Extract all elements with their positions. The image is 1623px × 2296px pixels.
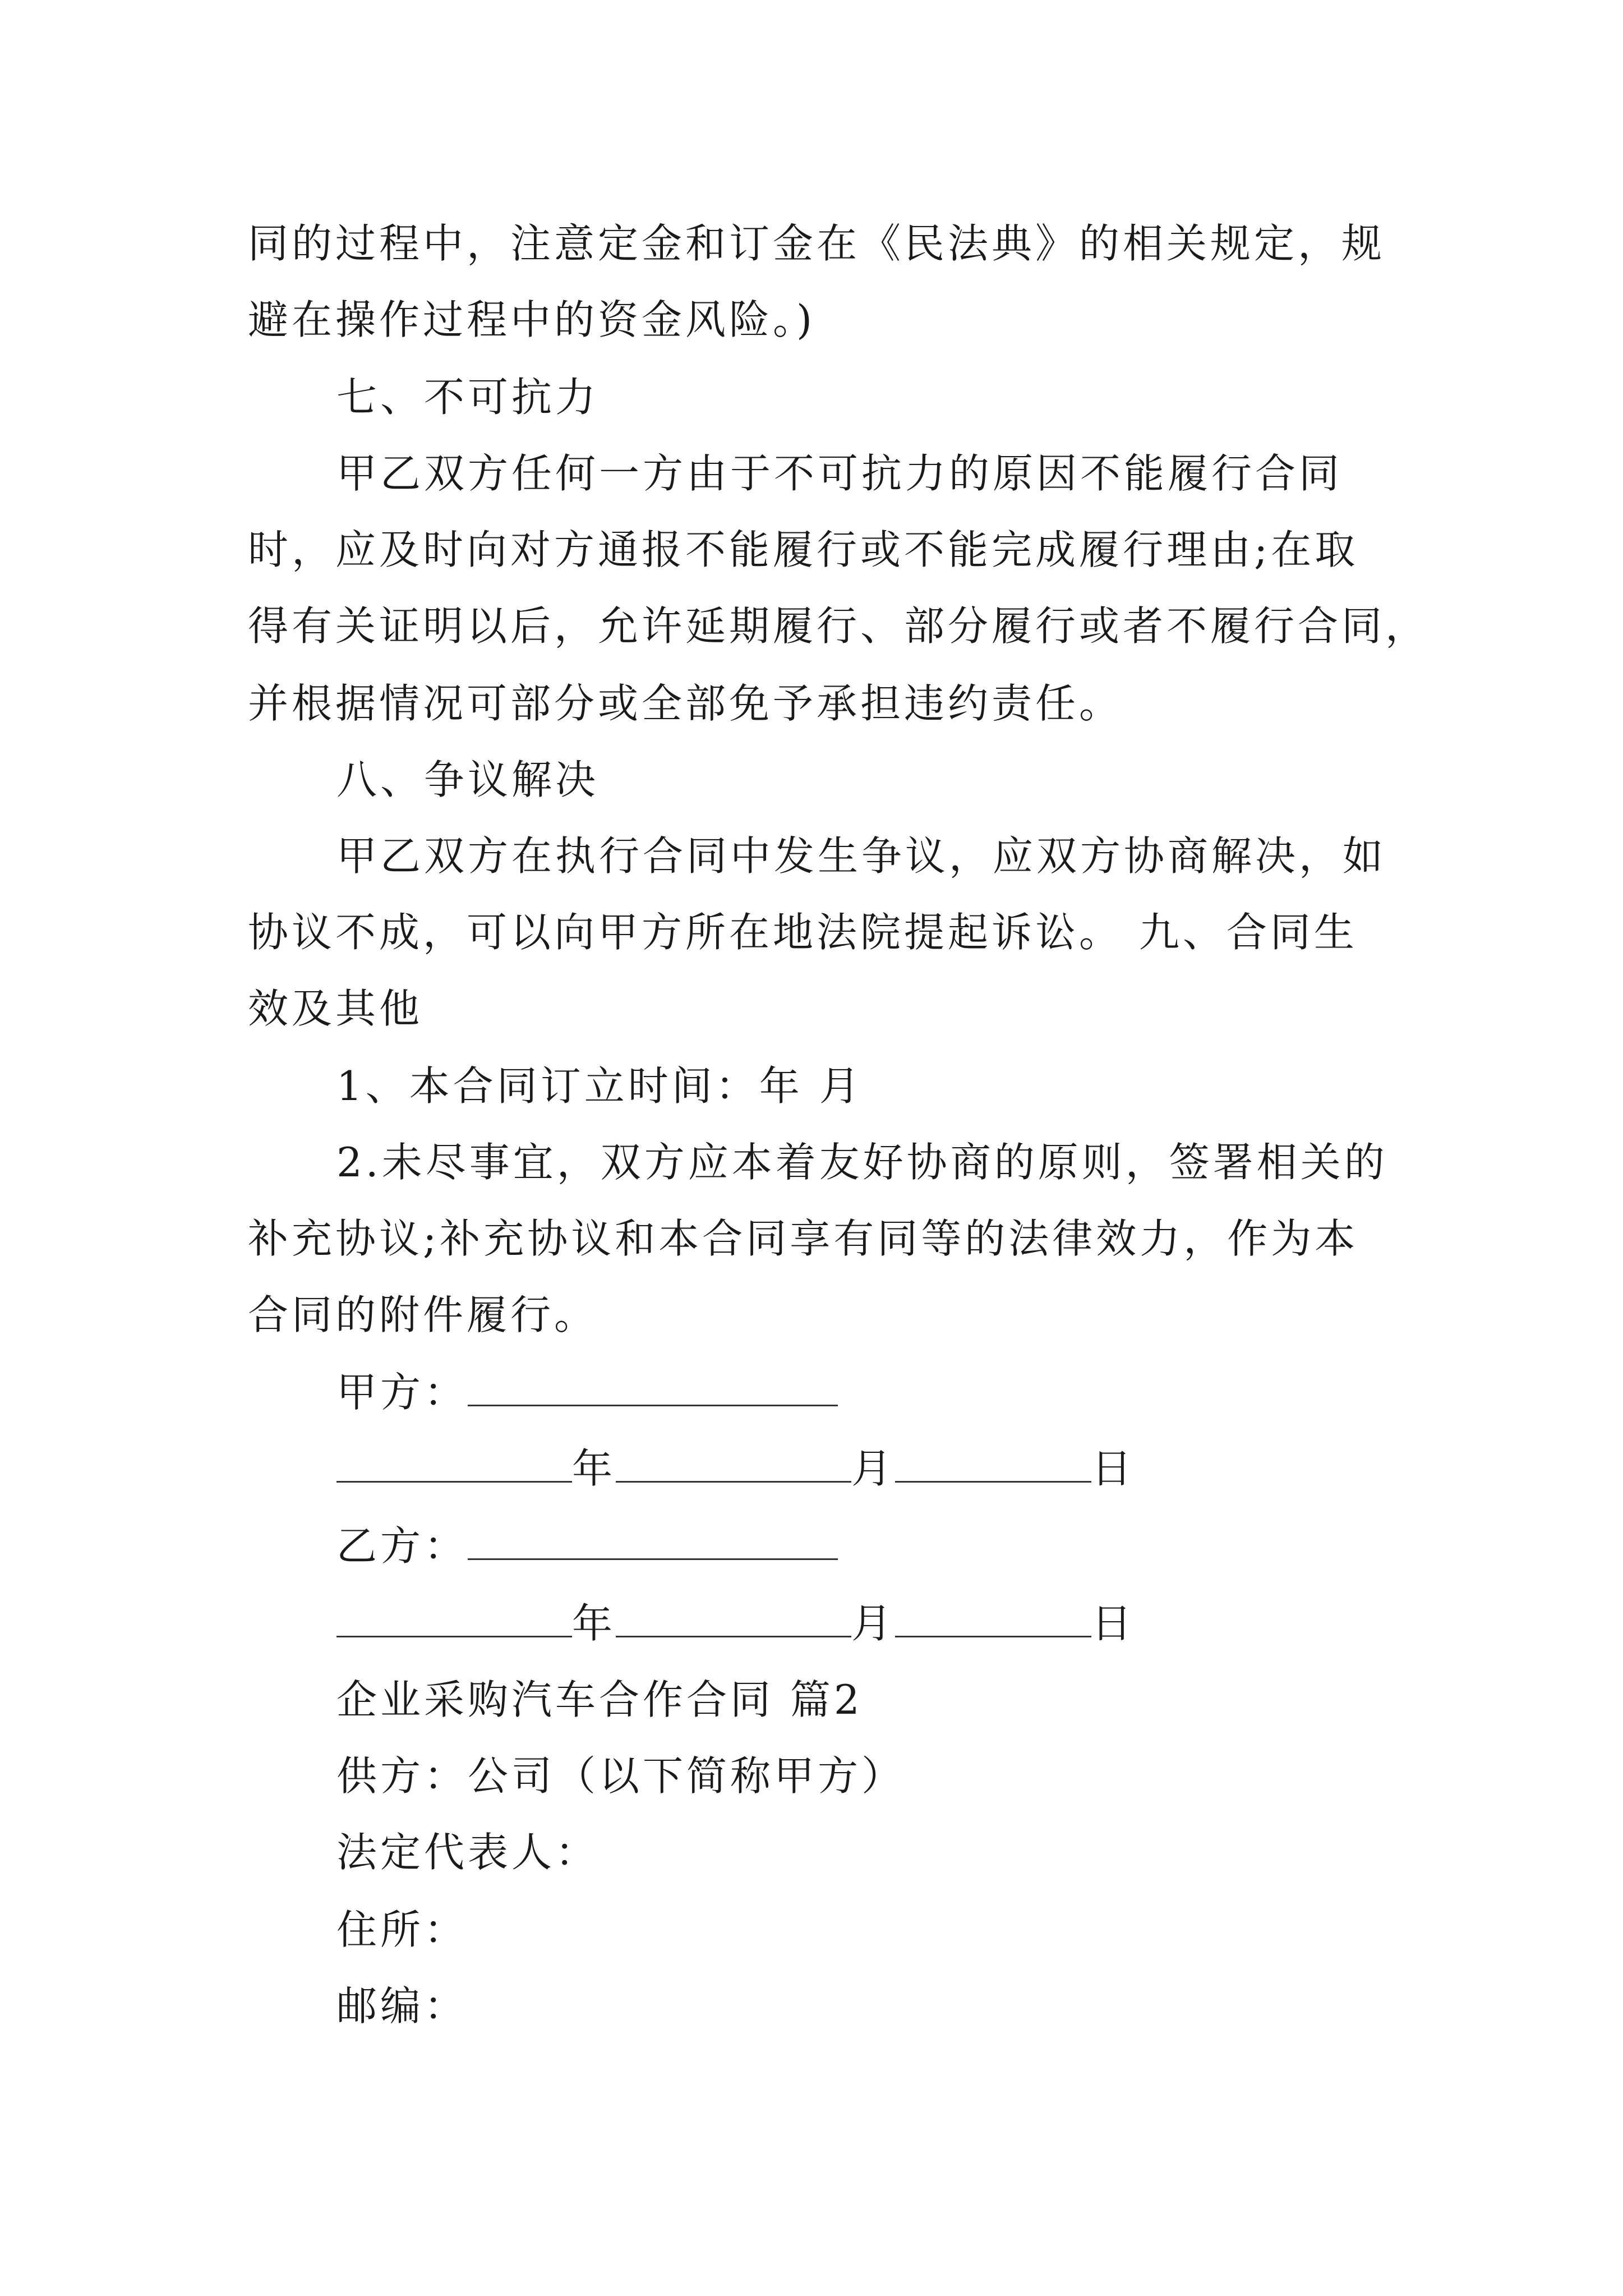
party-b-signature	[336, 1519, 838, 1573]
paragraph-line: 同的过程中，注意定金和订金在《民法典》的相关规定，规	[248, 220, 1386, 267]
paragraph-line: 补充协议;补充协议和本合同享有同等的法律效力，作为本	[248, 1215, 1359, 1262]
year-label: 年	[572, 1600, 616, 1647]
day-label: 日	[1091, 1600, 1136, 1647]
year-label: 年	[572, 1445, 616, 1492]
paragraph-line: 甲乙双方在执行合同中发生争议，应双方协商解决，如	[336, 832, 1387, 880]
party-a-label: 甲方：	[336, 1369, 468, 1416]
supplier-line: 供方：公司（以下简称甲方）	[336, 1752, 906, 1800]
month-label: 月	[851, 1600, 896, 1647]
paragraph-line: 效及其他	[248, 985, 423, 1032]
paragraph-line: 甲乙双方任何一方由于不可抗力的原因不能履行合同	[336, 450, 1343, 497]
year-blank[interactable]	[336, 1442, 572, 1483]
section-title: 企业采购汽车合作合同 篇2	[336, 1676, 863, 1723]
year-blank[interactable]	[336, 1596, 572, 1637]
party-a-date	[336, 1442, 1135, 1496]
paragraph-line: 避在操作过程中的资金风险。)	[248, 296, 816, 343]
paragraph-line: 1、本合同订立时间：年 月	[336, 1062, 863, 1110]
day-label: 日	[1091, 1445, 1136, 1492]
month-blank[interactable]	[616, 1596, 851, 1637]
paragraph-line: 得有关证明以后，允许延期履行、部分履行或者不履行合同，	[248, 602, 1430, 650]
section-heading: 七、不可抗力	[336, 374, 600, 421]
day-blank[interactable]	[895, 1596, 1091, 1637]
section-heading: 八、争议解决	[336, 756, 600, 803]
paragraph-line: 2.未尽事宜，双方应本着友好协商的原则，签署相关的	[336, 1139, 1388, 1186]
party-b-date	[336, 1596, 1135, 1650]
party-a-blank[interactable]	[468, 1365, 838, 1406]
address-line: 住所：	[336, 1906, 468, 1953]
paragraph-line: 协议不成，可以向甲方所在地法院提起诉讼。 九、合同生	[248, 909, 1358, 956]
party-b-blank[interactable]	[468, 1519, 838, 1560]
legal-representative-line: 法定代表人：	[336, 1829, 600, 1876]
day-blank[interactable]	[895, 1442, 1091, 1483]
party-a-signature	[336, 1365, 838, 1419]
party-b-label: 乙方：	[336, 1522, 468, 1570]
paragraph-line: 时，应及时向对方通报不能履行或不能完成履行理由;在取	[248, 526, 1359, 573]
month-label: 月	[851, 1445, 896, 1492]
paragraph-line: 合同的附件履行。	[248, 1291, 598, 1338]
month-blank[interactable]	[616, 1442, 851, 1483]
paragraph-line: 并根据情况可部分或全部免予承担违约责任。	[248, 680, 1123, 727]
postcode-line: 邮编：	[336, 1982, 468, 2030]
